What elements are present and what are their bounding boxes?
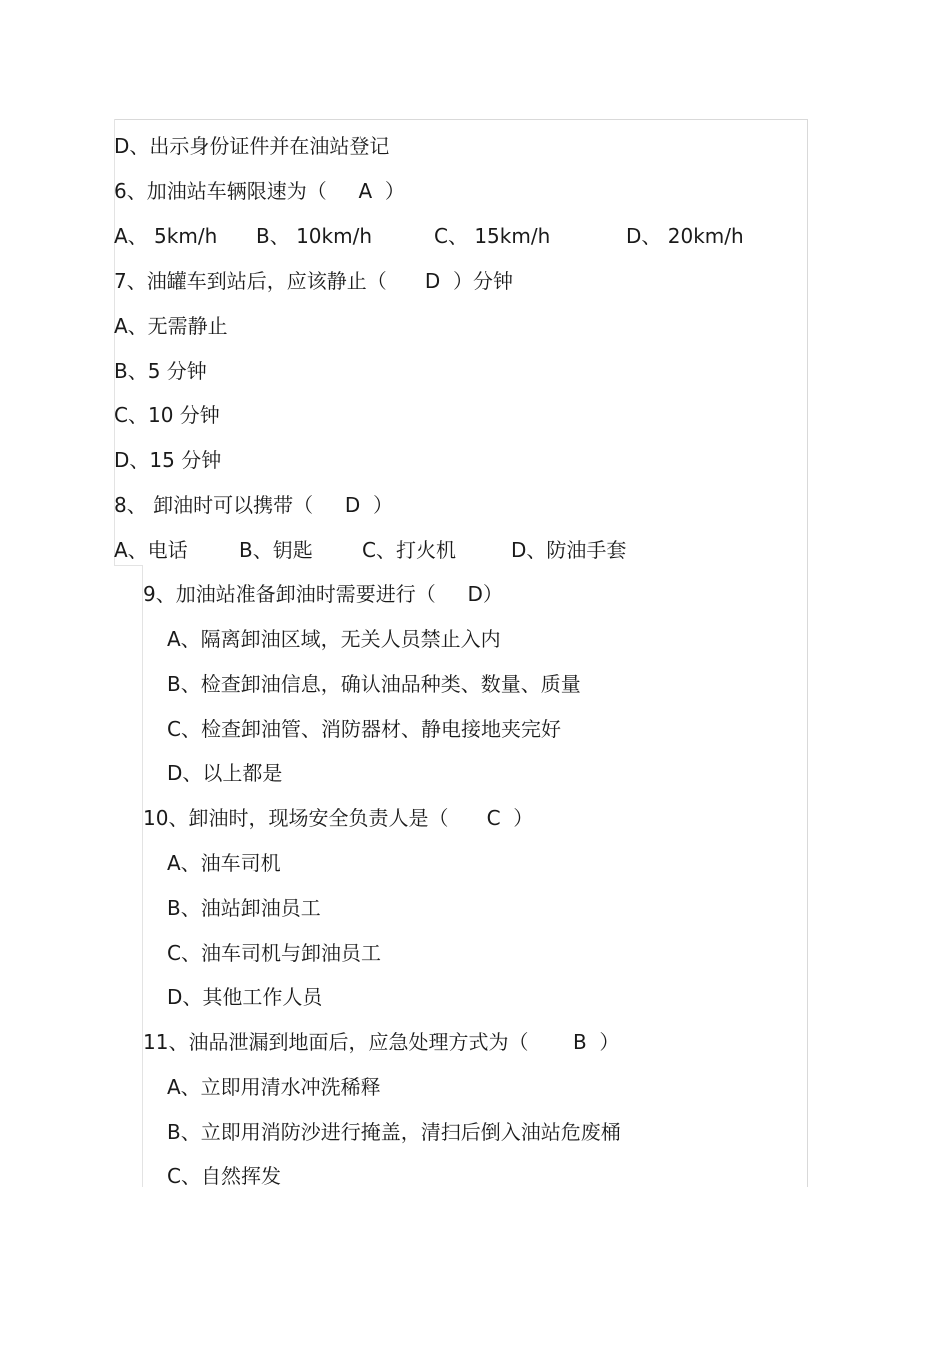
q10-title: 10、卸油时，现场安全负责人是（ C ） <box>143 806 534 830</box>
q6-option-a: A、 5km/h <box>114 224 218 248</box>
page-frame-right-border <box>807 119 808 1187</box>
q8-option-a: A、电话 <box>114 538 188 562</box>
q10-option-b: B、油站卸油员工 <box>167 896 321 920</box>
q11-option-c: C、自然挥发 <box>167 1164 281 1188</box>
q9-option-c: C、检查卸油管、消防器材、静电接地夹完好 <box>167 717 561 741</box>
q8-option-d: D、防油手套 <box>511 538 627 562</box>
q6-title: 6、加油站车辆限速为（ A ） <box>114 179 405 203</box>
q7-option-c: C、10 分钟 <box>114 403 220 427</box>
page-frame-step-border <box>114 565 143 566</box>
q7-option-b: B、5 分钟 <box>114 359 207 383</box>
q5-option-d: D、出示身份证件并在油站登记 <box>114 134 390 158</box>
page-frame-left-border-lower <box>142 565 143 1187</box>
q10-option-a: A、油车司机 <box>167 851 281 875</box>
q11-option-a: A、立即用清水冲洗稀释 <box>167 1075 381 1099</box>
q6-option-d: D、 20km/h <box>626 224 744 248</box>
q7-option-d: D、15 分钟 <box>114 448 222 472</box>
q9-option-b: B、检查卸油信息，确认油品种类、数量、质量 <box>167 672 581 696</box>
page-frame-top-border <box>114 119 808 120</box>
q6-option-c: C、 15km/h <box>434 224 551 248</box>
q9-option-a: A、隔离卸油区域，无关人员禁止入内 <box>167 627 501 651</box>
q6-option-b: B、 10km/h <box>256 224 373 248</box>
q11-title: 11、油品泄漏到地面后，应急处理方式为（ B ） <box>143 1030 620 1054</box>
q9-option-d: D、以上都是 <box>167 761 283 785</box>
q8-option-c: C、打火机 <box>362 538 456 562</box>
q8-option-b: B、钥匙 <box>239 538 313 562</box>
q11-option-b: B、立即用消防沙进行掩盖，清扫后倒入油站危废桶 <box>167 1120 621 1144</box>
q10-option-d: D、其他工作人员 <box>167 985 323 1009</box>
q9-title: 9、加油站准备卸油时需要进行（ D） <box>143 582 503 606</box>
q10-option-c: C、油车司机与卸油员工 <box>167 941 381 965</box>
q8-title: 8、 卸油时可以携带（ D ） <box>114 493 393 517</box>
q7-title: 7、油罐车到站后，应该静止（ D ）分钟 <box>114 269 513 293</box>
q7-option-a: A、无需静止 <box>114 314 228 338</box>
